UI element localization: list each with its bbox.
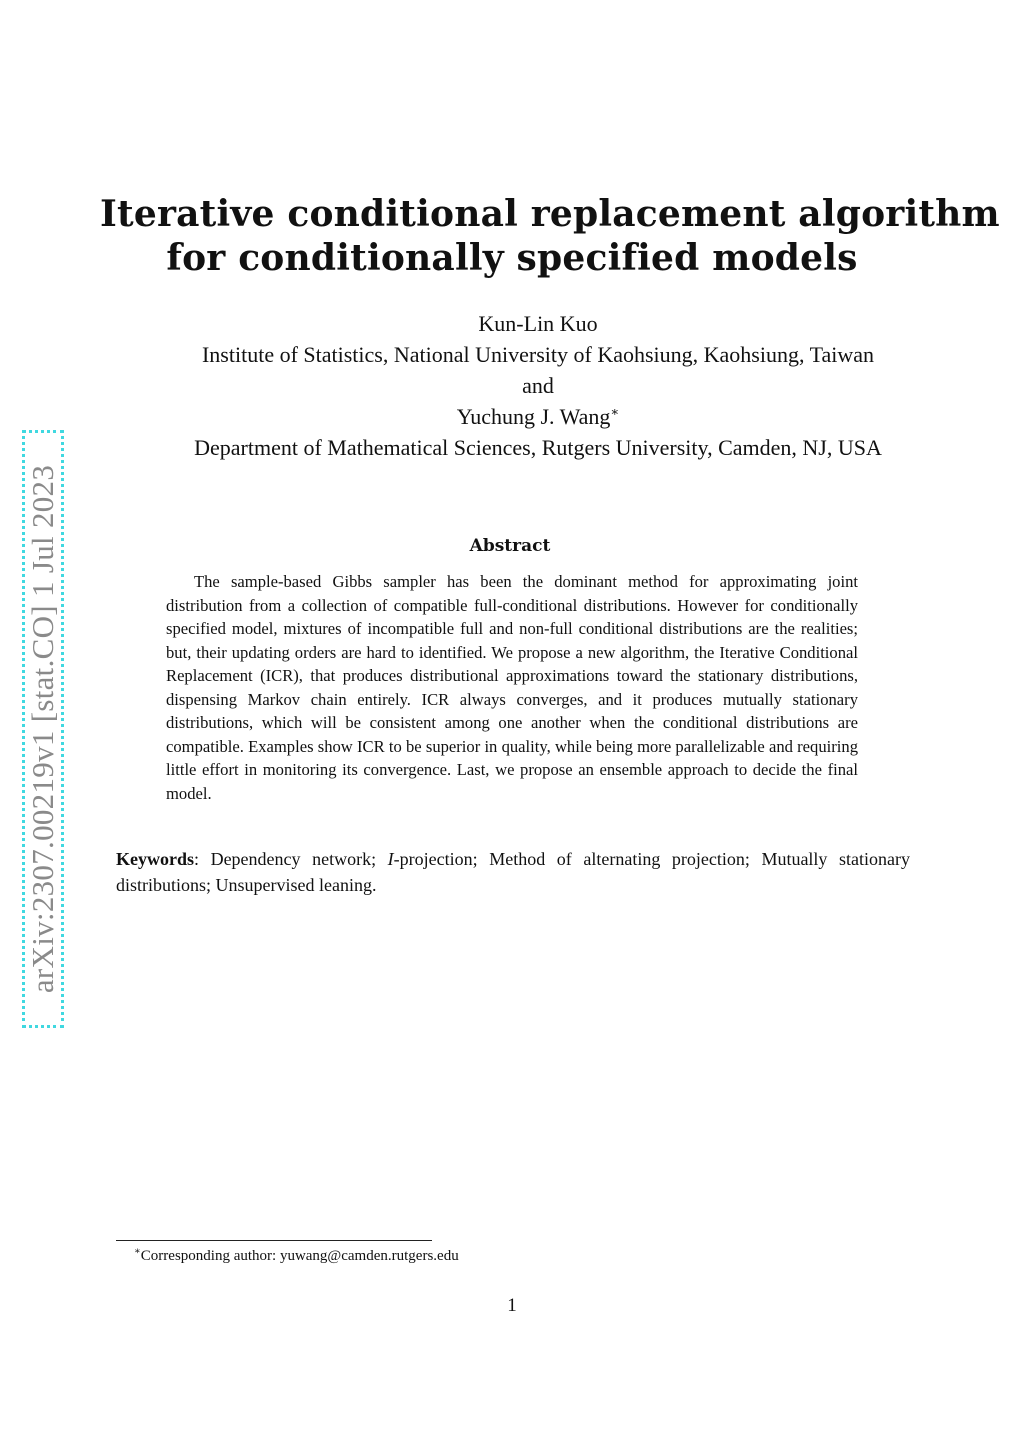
- title-line-2: for conditionally specified models: [166, 237, 858, 279]
- title-line-1: Iterative conditional replacement algorithm: [100, 193, 1000, 235]
- keywords-section: [116, 846, 910, 898]
- footnote-marker: ∗: [610, 404, 620, 419]
- footnote-rule: [116, 1240, 432, 1241]
- paper-title: [100, 192, 1000, 280]
- footnote-marker-symbol: ∗: [134, 1246, 141, 1257]
- keywords-label: Keywords: [116, 849, 194, 869]
- footnote-text: Corresponding author: yuwang@camden.rutgers.edu: [140, 1248, 459, 1264]
- author-name-text: Yuchung J. Wang: [456, 404, 611, 429]
- author-affiliation: Institute of Statistics, National University of Kaohsiung, Kaohsiung, Taiwan: [201, 342, 875, 367]
- arxiv-stamp-container: [20, 428, 66, 1030]
- abstract-body: [166, 570, 858, 805]
- author-name: Kun-Lin Kuo: [478, 311, 598, 336]
- keywords-italic-symbol: I: [387, 849, 394, 869]
- keywords-text-1: : Dependency network;: [194, 849, 388, 869]
- author-name-2: [100, 401, 976, 432]
- author-block: [100, 308, 976, 463]
- author-affiliation-2: Department of Mathematical Sciences, Rutgers University, Camden, NJ, USA: [194, 435, 882, 460]
- author-conjunction: and: [522, 373, 554, 398]
- abstract-paragraph: The sample-based Gibbs sampler has been the dominant method for approximating joint distribution from a collection of compatible full-conditional distributions. However for conditionally specified model, mixtures of incompatible full and non-full conditional distributions are the realities; but, their updating orders are hard to identified. We propose a new algorithm, the Iterative Conditional Replacement (ICR), that produces distributional approximations toward the stationary distributions, dispensing Markov chain entirely. ICR always converges, and it produces mutually stationary distributions, which will be consistent among one another when the conditional distributions are compatible. Examples show ICR to be superior in quality, while being more parallelizable and requiring little effort in monitoring its convergence. Last, we propose an ensemble approach to decide the final model.: [166, 572, 858, 803]
- page-number: 1: [507, 1295, 517, 1316]
- footnote: [134, 1246, 834, 1266]
- arxiv-side-stamp: arXiv:2307.00219v1 [stat.CO] 1 Jul 2023: [22, 430, 64, 1028]
- abstract-heading: Abstract: [469, 536, 551, 556]
- keywords-text-2: -projection; Method of alternating projection; Mutually stationary distributions; Unsupervised leaning.: [116, 849, 910, 895]
